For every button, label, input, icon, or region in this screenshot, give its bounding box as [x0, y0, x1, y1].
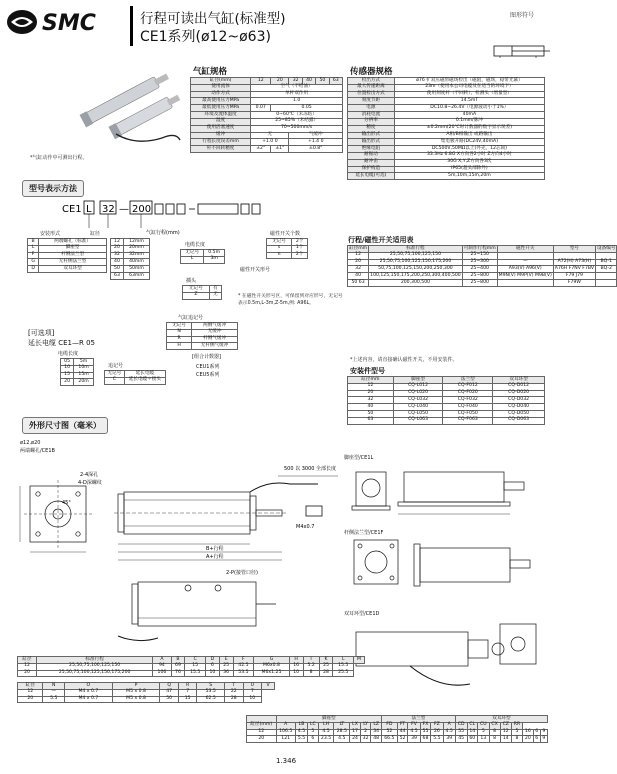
table-row: 10 10m: [61, 365, 94, 372]
table-row: 63 CQ-L063 CQ-F063 CQ-D063: [348, 417, 545, 424]
switch-note: * 在磁性开关形号区，可保留到对应形号，无记号表示0.5m,L-3m,Z-5m,例: A96L。: [238, 294, 343, 306]
qty-head: 磁性开关个数: [270, 231, 301, 237]
mount-table: [27, 238, 107, 273]
bore-head: 缸径: [90, 231, 101, 237]
table-row: G 无杆侧法兰型: [28, 259, 107, 266]
table-header: 缸径mm 脚座型 法兰型 双耳环型: [348, 377, 545, 384]
counter-1: CEU1系列: [196, 364, 220, 370]
table-row: 延长电缆(可选) 5m,10m,15m,20m: [348, 173, 545, 180]
table-row: 无记号 有: [183, 286, 222, 293]
cable-table: [180, 249, 225, 264]
table-row: 50 63 200,300,500 25~800 F79W: [348, 280, 617, 287]
table-row: 最大传递距离 23m（使用本公司电缆及在适当的环境下）: [348, 84, 545, 91]
mount-head: 安装形式: [40, 231, 61, 237]
table-header: 缸径(mm) A LB LC LH LT LX LY LZ FD FT FV FX FZ A CD CL CU CX CZ RR: [247, 722, 548, 729]
table-row: 50 CQ-L050 CQ-F050 CQ-D050: [348, 411, 545, 418]
svg-text:2-P(接管口径): 2-P(接管口径): [226, 570, 258, 576]
bore-table: [110, 238, 150, 280]
table-row: 20 20m: [61, 379, 94, 386]
table-row: 20 CQ-L020 CQ-F020 CQ-D020: [348, 390, 545, 397]
switch-table-title: 行程/磁性开关适用表: [348, 236, 414, 244]
table-row: n 2个: [267, 252, 308, 259]
brand-text: SMC: [42, 11, 96, 36]
symbol-label: 图形符号: [510, 12, 535, 19]
table-row: 12 25,50,75,100,125,150 25~150: [348, 252, 617, 259]
table-row: 无记号 两侧气缓冲: [167, 323, 238, 330]
switch-table: [347, 245, 617, 287]
page-number: 1.346: [276, 757, 297, 765]
table-row: 消耗电流 40mA: [348, 112, 545, 119]
clevis-drawing: [350, 618, 550, 698]
table-row: 32 50,75,100,125,150,200,250,300 25~400 A93(V) A96(V) A76H F7NV F7BV BQ-2: [348, 266, 617, 273]
foot-label: 脚座型/CE1L: [344, 455, 374, 461]
photo-caption: *气缸动作中可测出行程。: [30, 155, 88, 161]
table-row: 32 CQ-L032 CQ-F032 CQ-D032: [348, 397, 545, 404]
table-row: 40 40mm: [111, 259, 150, 266]
table-row: 行程长度误差mm +1.0 0 +1.4 0: [191, 139, 343, 146]
table-row: 精度 ±0.2mm(20℃时计数器的数字显示误差): [348, 125, 545, 132]
title-divider: [130, 6, 133, 46]
table-row: 12 106.5 4.5 5 4.5 28.5 17 2 34 52 44 4.5 55 26 4.5 55 14 5 8 12 5 16 6 9: [247, 729, 548, 736]
table-row: 检出方式 ø76 扩双压磁带磁场检出（磁阻，磁场，稳带光幕）: [348, 78, 545, 85]
counter-2: CEU5系列: [196, 372, 220, 378]
sensor-spec-table: [347, 77, 545, 180]
svg-text:CE1: CE1: [62, 204, 82, 215]
flange-label: 杆侧法兰型/CE1F: [344, 530, 384, 536]
table-row: 20 20mm: [111, 245, 150, 252]
svg-text:2-4深孔: 2-4深孔: [80, 472, 99, 478]
table-row: 05 5m: [61, 359, 94, 366]
table-row: 50 50mm: [111, 266, 150, 273]
sensor-spec-title: 传感器规格: [350, 67, 393, 77]
table-group-header: 脚座型 法兰型 双耳环型: [247, 716, 548, 723]
table-row: 刻度节距 14.5mT: [348, 98, 545, 105]
option-title: [可选项]: [28, 329, 55, 337]
cylinder-symbol-icon: [492, 44, 552, 58]
switch-head: 磁性开关形号: [240, 267, 271, 273]
table-row: s 1个: [267, 245, 308, 252]
svg-text:A+行程: A+行程: [206, 554, 224, 560]
nose-table: [182, 285, 222, 300]
table-row: 杆不回转精度 ±2° ±1° ±0.8°: [191, 146, 343, 153]
table-row: 12 — M4 x 0.7 M5 x 0.8 47 7 53.5 22 7: [18, 689, 275, 696]
table-row: N 无缓冲: [167, 329, 238, 336]
table-row: Z 无: [183, 292, 222, 299]
table-row: 电源 DC10.8~26.4V（电源波动小于1%）: [348, 105, 545, 112]
table-row: L 3m: [181, 256, 225, 263]
table-row: 湿度 25~85%（未结露）: [191, 118, 343, 125]
opt-len-table: [60, 358, 94, 386]
table-row: 耐冲击 30G X,Y,Z方向各3次: [348, 159, 545, 166]
table-row: 缸径(mm) 12 20 32 40 50 63: [191, 78, 343, 85]
svg-text:32: 32: [102, 204, 115, 215]
option-line: 延长电缆 CE1—R 05: [28, 339, 95, 347]
table-row: 环境及流体温度 0~60℃（未冻结）: [191, 112, 343, 119]
qty-table: [266, 238, 308, 259]
table-row: 保护构造 IP65(超头部除外): [348, 166, 545, 173]
cyl-spec-table: [190, 77, 343, 153]
table-row: 无记号 0.5m: [181, 250, 225, 257]
table-row: 最低使用压力MPa 0.07 0.05: [191, 105, 343, 112]
table-row: 12 25,50,75,100,125,150 94 69 15 6 25 42.5 M6x0.8 16 5.2 25 15.5: [18, 663, 365, 670]
table-row: 使用流体 空气（不给油）: [191, 84, 343, 91]
table-row: B 两端螺孔（标准）: [28, 239, 107, 246]
mount-parts-table: [347, 376, 545, 425]
dim-table-3: [246, 715, 548, 743]
table-header: 缸径 N O P Q R S T U V: [18, 683, 275, 690]
table-row: 40 CQ-L040 CQ-F040 CQ-D040: [348, 404, 545, 411]
svg-text:B+行程: B+行程: [206, 546, 224, 552]
table-row: 12 12mm: [111, 239, 150, 246]
table-row: R 杆侧气缓冲: [167, 336, 238, 343]
svg-text:气缸行程(mm): 气缸行程(mm): [146, 230, 180, 236]
clevis-label: 双耳环型/CE1D: [344, 611, 380, 617]
opt-add-table: [104, 370, 166, 385]
table-row: 动作方式 单杆双作用: [191, 91, 343, 98]
func-head: 气缸追记号: [178, 315, 204, 321]
table-row: 40 100,125,150,175,200,250,300,400,500 25~800 M9N(V) M9P(V) M9B(V) F79 J79: [348, 273, 617, 280]
table-row: 15 15m: [61, 372, 94, 379]
table-row: 耐振动 33.3Hz 6.8G X方向各2小时 Z方向4小时: [348, 152, 545, 159]
table-header: 缸径 标准行程 A B C D E F G H I K L M: [18, 657, 365, 664]
table-row: 位置检出方式 使用刻度杆（不回转），检测头（增量型）: [348, 91, 545, 98]
dim-table-2: [17, 682, 275, 703]
table-row: 20 121 5.5 6 23.5 4.5 24 32 48 66.5 52 39 68 5.5 39 45 60 13 8 14 8 20 6 9: [247, 736, 548, 743]
svg-text:200: 200: [132, 204, 152, 215]
table-row: 输出形式 集电极开路(DC24V,40mA): [348, 139, 545, 146]
foot-drawing: [350, 462, 540, 522]
flange-drawing: [350, 536, 540, 602]
table-row: F 杆侧法兰型: [28, 252, 107, 259]
page-subtitle: CE1系列(ø12~ø63): [140, 29, 271, 45]
table-row: 20 5.5 M4 x 0.7 M5 x 0.8 50 15 62.5 28 10: [18, 696, 275, 703]
table-row: L 脚座型: [28, 245, 107, 252]
dim-table-1: [17, 656, 365, 677]
drawing-sub1: ø12,ø20: [20, 440, 41, 446]
table-row: D 双耳环型: [28, 266, 107, 273]
table-row: 无记号 2个: [267, 239, 308, 246]
table-row: 最高使用压力MPa 1.0: [191, 98, 343, 105]
svg-text:L: L: [86, 204, 92, 215]
table-header: 缸径mm 标准行程 可制作行程mm 磁性开关 型号 设备编号: [349, 245, 616, 251]
drawing-sub2: 两端螺孔/CE1B: [20, 448, 55, 454]
opt-len-head: 电缆长度: [58, 351, 79, 357]
model-code-title: 型号表示方法: [22, 180, 84, 197]
svg-text:500 以 3000 全部长度: 500 以 3000 全部长度: [284, 466, 337, 472]
table-row: 20 25,50,75,100,125,150,175,200 25~300 — A72(H) A73(H) BQ-1: [348, 259, 617, 266]
cyl-spec-title: 气缸规格: [193, 67, 228, 77]
switch-table-note: *上述内容，请直接确认磁性开关，不用安装件。: [350, 357, 458, 363]
func-table: [166, 322, 238, 350]
counter-head: [组合计数器]: [192, 354, 221, 360]
table-row: 绝缘电阻 DC500V,50MΩ以上(外壳，12芯间): [348, 146, 545, 153]
svg-text:—: —: [119, 204, 129, 215]
product-photo: [76, 72, 184, 152]
smc-logo: [6, 8, 124, 36]
table-row: 20 25,50,75,100,125,150,175,200 106 76 15.5 10 36 53.5 M6x1.25 10 8 28 25.5: [18, 670, 365, 677]
svg-text:M4x0.7: M4x0.7: [296, 524, 315, 530]
table-row: 12 CQ-L012 CQ-F012 CQ-D012: [348, 383, 545, 390]
table-row: 分辨率 0.1mm/脉冲: [348, 118, 545, 125]
table-row: 63 63mm: [111, 273, 150, 280]
table-row: 输出形式 A相/B相输出 或路输出: [348, 132, 545, 139]
svg-text:45°: 45°: [62, 500, 71, 506]
table-row: H 无杆侧气缓冲: [167, 343, 238, 350]
mount-table-title: 安装件型号: [350, 367, 385, 375]
table-row: 使用活塞速度 70~500mm/s: [191, 125, 343, 132]
table-row: 无记号 延长电缆: [105, 371, 166, 378]
svg-text:4-D深螺纹: 4-D深螺纹: [78, 480, 102, 486]
page-title: 行程可读出气缸(标准型): [140, 11, 286, 27]
opt-add-head: 追记号: [108, 363, 124, 369]
table-row: 缓冲 无 气缓冲: [191, 132, 343, 139]
cable-head: 电缆长度: [185, 242, 206, 248]
drawing-title: 外形尺寸图（毫米）: [22, 417, 108, 434]
table-row: C 延长电缆＋接头: [105, 377, 166, 384]
table-row: 32 32mm: [111, 252, 150, 259]
nose-head: 插头: [186, 278, 197, 284]
main-drawing: [18, 456, 348, 654]
